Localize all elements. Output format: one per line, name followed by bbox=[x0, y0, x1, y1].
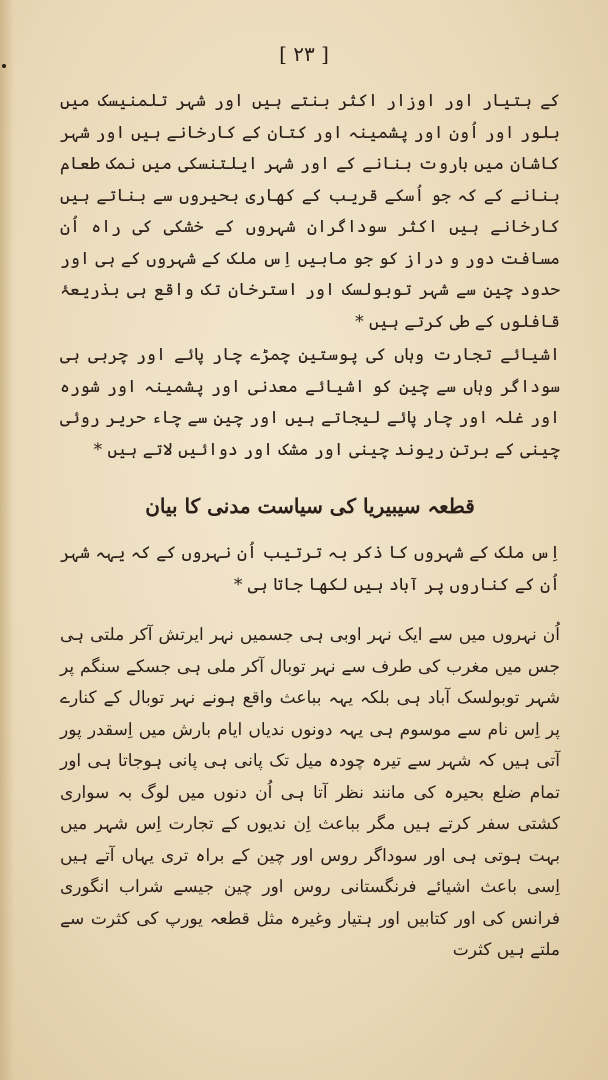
paragraph-2: اشیائے تجارت وہاں کی پوستین چمڑے چار پائے اور چربی ہی سوداگر وہاں سے چین کو اشیائے معدنی اور پشمینہ اور شورہ اور غلہ اور چار پائے لیجاتے ہیں اور چین سے چاء حریر روئی چینی کے برتن ریوند چینی اور مشک اور دوائیں لاتے ہیں * bbox=[60, 345, 560, 460]
page-number: [ ٢٣ ] bbox=[279, 42, 329, 66]
paragraph-4: اُن نہروں میں سے ایک نہر اوبی ہی جسمیں نہر ایرتش آکر ملتی ہی جس میں مغرب کی طرف سے نہر توبال آکر ملی ہی جسکے سنگم پر شہر توبولسک آباد ہی بلکہ یہہ بباعث واقع ہونے نہر توبال کے کنارے پر اِس نام سے موسوم ہی یہہ دونوں ندیاں ایام بارش میں اِسقدر پور آتی ہیں کہ شہر سے تیرہ چودہ میل تک پانی ہی پانی ہوجاتا ہی اور تمام ضلع بحیرہ کی مانند نظر آتا ہی اُن دنوں میں لوگ بہ سواری کشتی سفر کرتے ہیں مگر بباعث اِن ندیوں کے تجارت اِس شہر میں بہت ہوتی ہی اور سوداگر روس اور چین کے براہ تری یہاں آتے ہیں اِسی باعث اشیائے فرنگستانی روس اور چین جیسے شراب انگوری فرانس کی اور کتابیں اور ہتیار وغیرہ مثل قطعہ یورپ کی کثرت سے ملتے ہیں کثرت bbox=[60, 625, 560, 960]
page-binding-shadow bbox=[0, 0, 14, 1080]
paragraph-3: اِس ملک کے شہروں کا ذکر بہ ترتیب اُن نہروں کے کہ یہہ شہر اُن کے کناروں پر آباد ہیں لکھا جاتا ہی * bbox=[60, 543, 560, 595]
section-heading: قطعہ سیبیریا کی سیاست مدنی کا بیان bbox=[145, 494, 475, 518]
paragraph-1: کے ہتیار اور اوزار اکثر بنتے ہیں اور شہر تلمنیسک میں بلور اور اُون اور پشمینہ اور کتان کے کارخانے ہیں اور شہر کاشان میں باروت بنانے کے اور شہر ایلتنسکی میں نمک طعام بنانے کے کہ جو اُسکے قریب کے کھاری بحیروں سے بناتے ہیں کارخانے ہیں اکثر سوداگران شہروں کے خشکی کی راہ اُن مسافت دور و دراز کو جو مابیں اِس ملک کے شہروں کے ہی اور حدود چین سے شہر توبولسک اور استرخان تک واقع ہی بذریعۂ قافلوں کے طی کرتے ہیں * bbox=[60, 91, 560, 332]
